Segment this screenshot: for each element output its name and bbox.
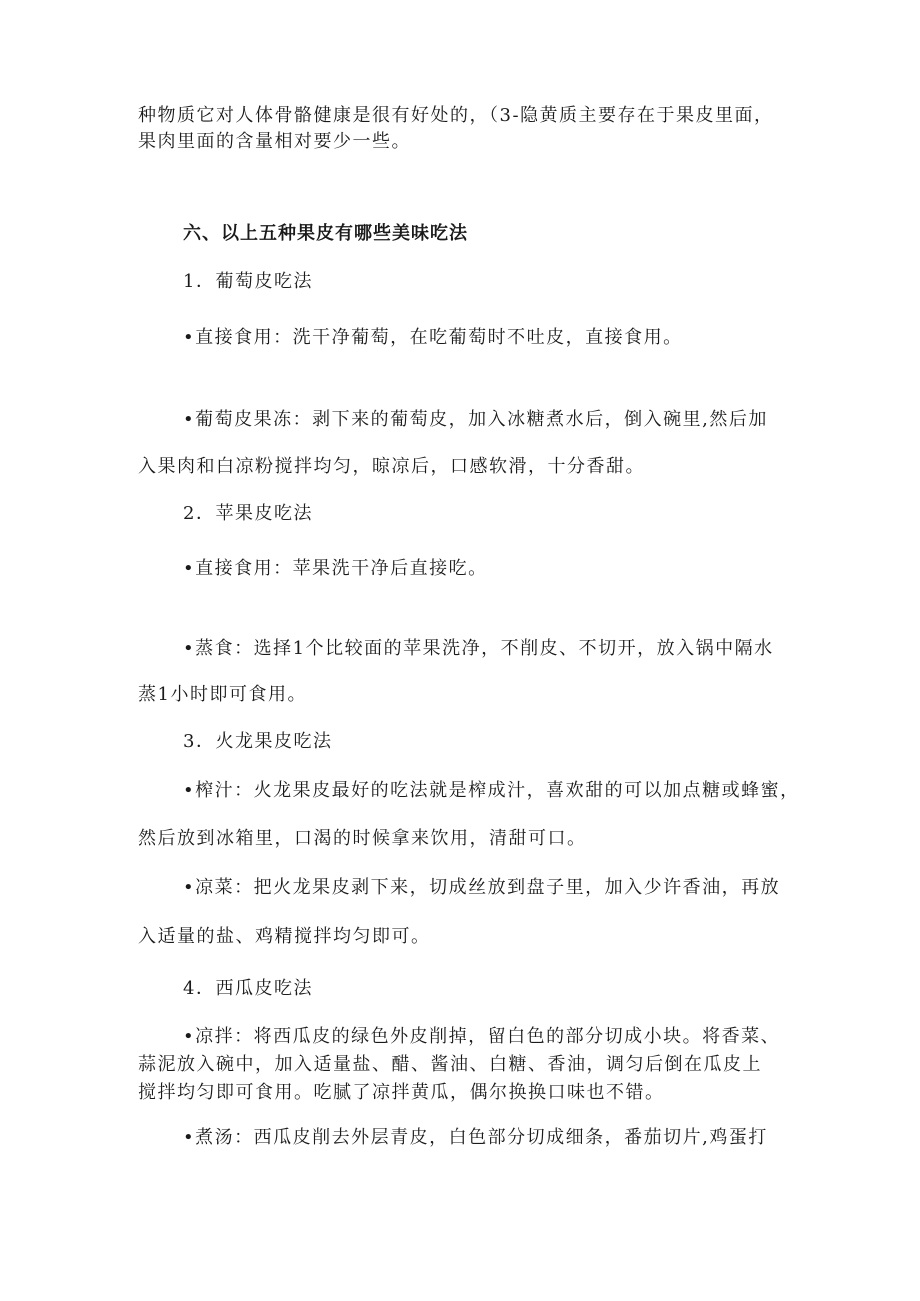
bullet-item: •蒸食：选择1个比较面的苹果洗净，不削皮、不切开，放入锅中隔水 <box>183 638 774 659</box>
paragraph-line: 然后放到冰箱里，口渴的时候拿来饮用，清甜可口。 <box>138 828 587 849</box>
subheading-watermelon: 4．西瓜皮吃法 <box>183 978 313 999</box>
paragraph-line: 入果肉和白凉粉搅拌均匀，晾凉后，口感软滑，十分香甜。 <box>138 456 645 477</box>
bullet-item: •凉拌：将西瓜皮的绿色外皮削掉，留白色的部分切成小块。将香菜、 <box>183 1026 781 1047</box>
paragraph-line: 搅拌均匀即可食用。吃腻了凉拌黄瓜，偶尔换换口味也不错。 <box>138 1082 665 1103</box>
paragraph-line: 入适量的盐、鸡精搅拌均匀即可。 <box>138 926 431 947</box>
subheading-dragonfruit: 3．火龙果皮吃法 <box>183 731 333 752</box>
paragraph-line: 果肉里面的含量相对要少一些。 <box>138 131 411 152</box>
bullet-item: •榨汁：火龙果皮最好的吃法就是榨成汁，喜欢甜的可以加点糖或蜂蜜， <box>183 780 800 801</box>
paragraph-line: 蒜泥放入碗中，加入适量盐、醋、酱油、白糖、香油，调匀后倒在瓜皮上 <box>138 1054 762 1075</box>
subheading-apple: 2．苹果皮吃法 <box>183 503 313 524</box>
bullet-item: •凉菜：把火龙果皮剥下来，切成丝放到盘子里，加入少许香油，再放 <box>183 877 781 898</box>
subheading-grape: 1．葡萄皮吃法 <box>183 271 313 292</box>
bullet-item: •直接食用：苹果洗干净后直接吃。 <box>183 558 488 579</box>
bullet-item: •葡萄皮果冻：剥下来的葡萄皮，加入冰糖煮水后，倒入碗里,然后加 <box>183 409 768 430</box>
section-heading: 六、以上五种果皮有哪些美味吃法 <box>183 223 468 244</box>
paragraph-line: 蒸1小时即可食用。 <box>138 684 307 705</box>
bullet-item: •直接食用：洗干净葡萄，在吃葡萄时不吐皮，直接食用。 <box>183 327 683 348</box>
bullet-item: •煮汤：西瓜皮削去外层青皮，白色部分切成细条，番茄切片,鸡蛋打 <box>183 1127 768 1148</box>
paragraph-line: 种物质它对人体骨骼健康是很有好处的，（3-隐黄质主要存在于果皮里面， <box>138 105 774 126</box>
